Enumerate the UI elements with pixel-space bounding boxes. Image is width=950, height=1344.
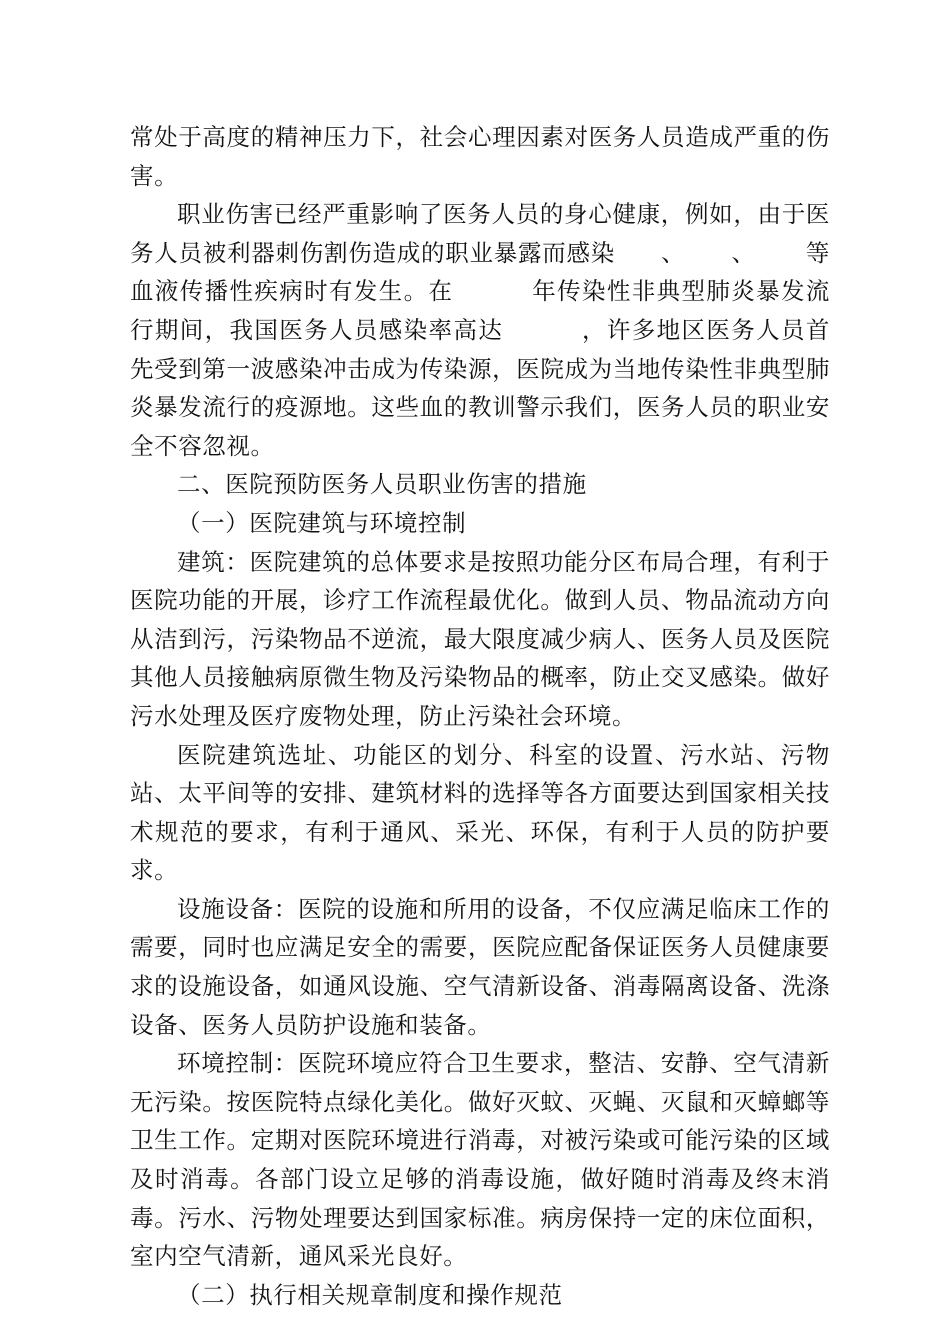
document-body <box>130 118 830 1314</box>
subsection-heading: （一）医院建筑与环境控制 <box>177 508 467 537</box>
paragraph-environment: 环境控制：医院环境应符合卫生要求，整洁、安静、空气清新无污染。按医院特点绿化美化。做好灭蚊、灭蝇、灭鼠和灭蟑螂等卫生工作。定期对医院环境进行消毒，对被污染或可能污染的区域及时消毒。各部门设立足够的消毒设施，做好随时消毒及终末消毒。污水、污物处理要达到国家标准。病房保持一定的床位面积，室内空气清新，通风采光良好。 <box>130 1049 830 1271</box>
section-heading: 二、医院预防医务人员职业伤害的措施 <box>177 470 587 499</box>
separator-text: 、 <box>660 238 686 267</box>
paragraph-text: 常处于高度的精神压力下，社会心理因素对医务人员造成严重的伤害。 <box>130 123 830 190</box>
paragraph-continuation <box>130 118 830 195</box>
paragraph-text: ，许多地区医务人员首先受到第一波感染冲击成为传染源，医院成为当地传染性非典型肺炎暴发流行的疫源地。这些血的教训警示我们，医务人员的职业安全不容忽视。 <box>130 315 831 460</box>
paragraph-text: 等血液传播性疾病时有发生。在 <box>130 238 830 306</box>
paragraph-occupational-harm <box>130 195 830 465</box>
subsection-heading: （二）执行相关规章制度和操作规范 <box>177 1280 563 1309</box>
paragraph-facility: 设施设备：医院的设施和所用的设备，不仅应满足临床工作的需要，同时也应满足安全的需要，医院应配备保证医务人员健康要求的设施设备，如通风设施、空气清新设备、消毒隔离设备、洗涤设备、医务人员防护设施和装备。 <box>130 894 830 1039</box>
separator-text: 、 <box>731 238 756 267</box>
paragraph-text: 年传染性非典型肺炎暴发流行期间，我国医务人员感染率高达 <box>130 277 830 344</box>
paragraph-building: 建筑：医院建筑的总体要求是按照功能分区布局合理，有利于医院功能的开展，诊疗工作流程最优化。做到人员、物品流动方向从洁到污，污染物品不逆流，最大限度减少病人、医务人员及医院其他人员接触病原微生物及污染物品的概率，防止交叉感染。做好污水处理及医疗废物处理，防止污染社会环境。 <box>130 547 830 730</box>
paragraph-site: 医院建筑选址、功能区的划分、科室的设置、污水站、污物站、太平间等的安排、建筑材料的选择等各方面要达到国家相关技术规范的要求，有利于通风、采光、环保，有利于人员的防护要求。 <box>130 740 830 885</box>
paragraph-text: 职业伤害已经严重影响了医务人员的身心健康，例如，由于医务人员被利器刺伤割伤造成的职业暴露而感染 <box>130 200 830 267</box>
